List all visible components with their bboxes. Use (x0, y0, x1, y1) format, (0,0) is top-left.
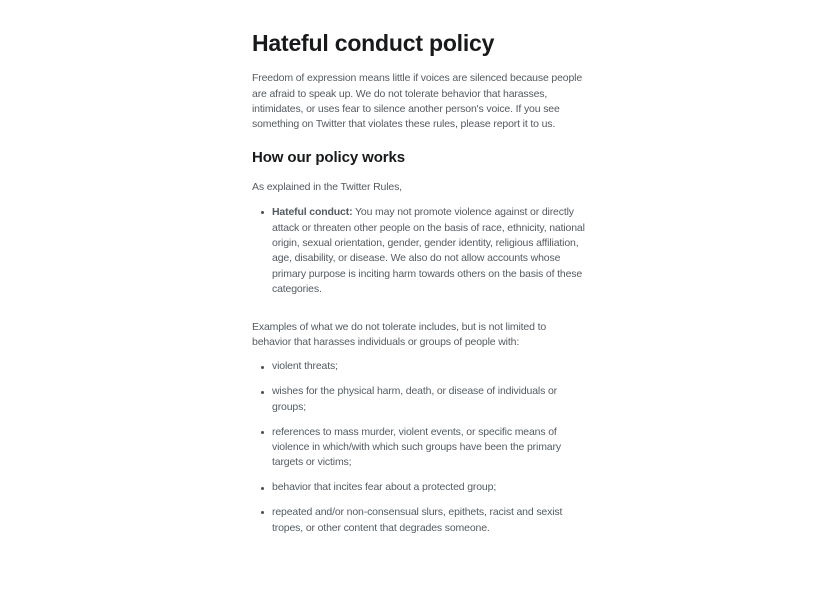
rules-intro: As explained in the Twitter Rules, (252, 180, 402, 193)
bullet-dot-icon (261, 431, 264, 434)
example-text: references to mass murder, violent events, or specific means of violence in which/with which such groups have been the primary targets or victims; (272, 425, 561, 469)
example-text: wishes for the physical harm, death, or disease of individuals or groups; (272, 385, 557, 413)
bullet-dot-icon (261, 211, 264, 214)
example-text: repeated and/or non-consensual slurs, epithets, racist and sexist tropes, or other content that degrades someone. (272, 506, 563, 534)
policy-item-text: You may not promote violence against or directly attack or threaten other people on the basis of race, ethnicity, national origin, sexual orientation, gender, gender identity, religious affiliation, age, disability, or disease. We also do not allow accounts whose primary purpose is inciting harm towards others on the basis of these categories. (272, 206, 585, 296)
examples-list-item (252, 480, 586, 495)
intro-paragraph: Freedom of expression means little if voices are silenced because people are afraid to speak up. We do not tolerate behavior that harasses, intimidates, or uses fear to silence another person's voice. If you see something on Twitter that violates these rules, please report it to us. (252, 72, 583, 131)
examples-intro: Examples of what we do not tolerate includes, but is not limited to behavior that harasses individuals or groups of people with: (252, 320, 547, 349)
policy-list-item (252, 205, 586, 297)
examples-list (252, 359, 586, 536)
example-text: violent threats; (272, 360, 338, 373)
bullet-dot-icon (261, 391, 264, 394)
policy-list (252, 205, 586, 297)
policy-article (252, 0, 586, 536)
examples-list-item (252, 359, 586, 374)
page-title: Hateful conduct policy (252, 30, 495, 56)
bullet-dot-icon (261, 511, 264, 514)
example-text: behavior that incites fear about a protected group; (272, 481, 497, 494)
examples-list-item (252, 505, 586, 536)
examples-list-item (252, 384, 586, 415)
policy-item-lead: Hateful conduct: (272, 206, 353, 219)
section-heading: How our policy works (252, 148, 406, 166)
examples-list-item (252, 425, 586, 471)
bullet-dot-icon (261, 487, 264, 490)
bullet-dot-icon (261, 366, 264, 369)
